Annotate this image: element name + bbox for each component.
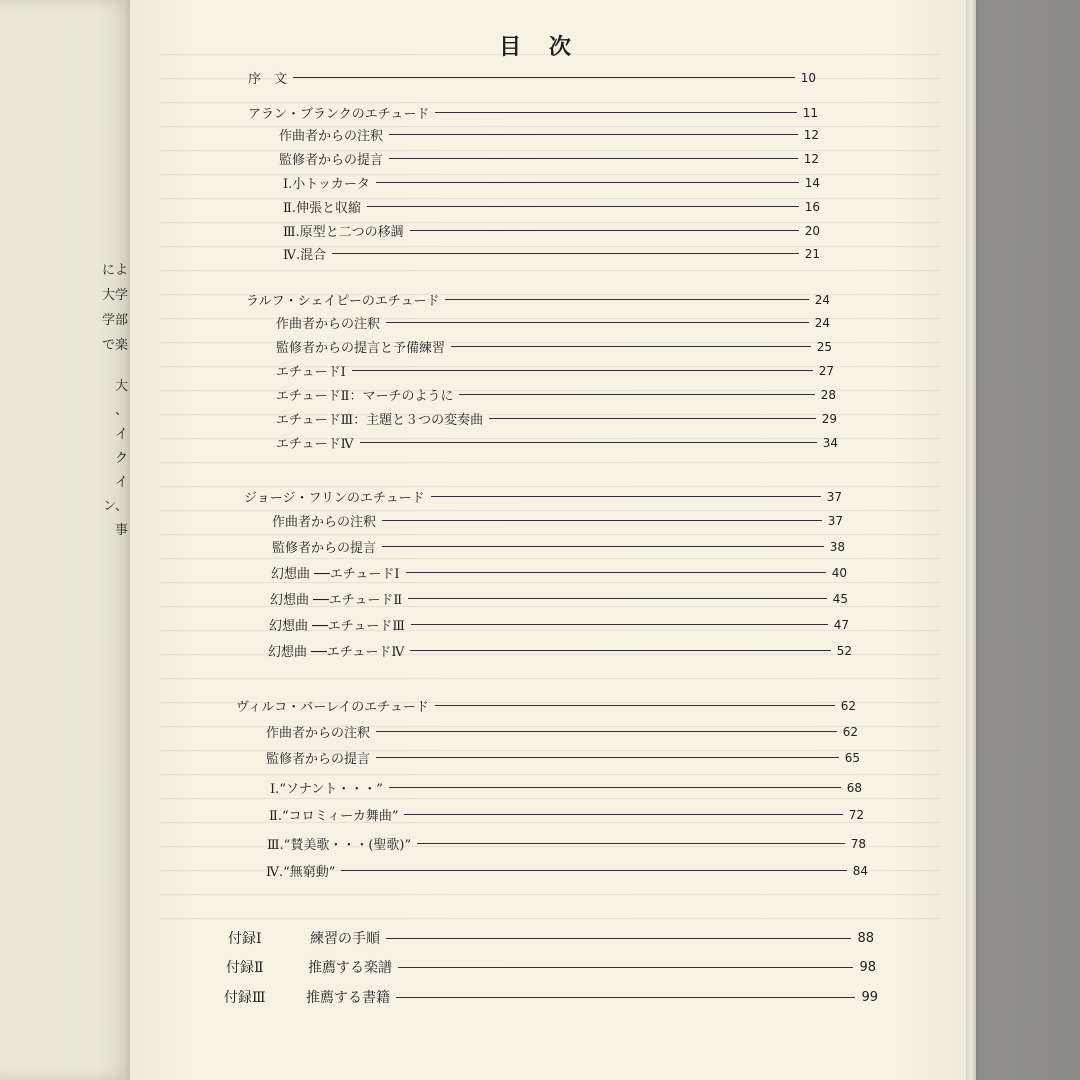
toc-entry: [268, 641, 852, 660]
toc-entry-page: 28: [820, 387, 836, 402]
leader-line: [389, 134, 798, 135]
toc-entry-page: 29: [821, 411, 837, 426]
toc-entry: [246, 290, 830, 309]
toc-entry-page: 27: [818, 363, 834, 378]
toc-entry-label: 幻想曲 ──エチュードⅡ: [270, 593, 403, 608]
toc-entry-page: 25: [816, 339, 832, 354]
toc-entry: [283, 173, 820, 192]
toc-entry-label: Ⅱ.“コロミィーカ舞曲”: [269, 809, 399, 824]
appendix-entry: [224, 987, 878, 1007]
leader-line: [376, 731, 837, 732]
toc-entry-page: 21: [804, 246, 820, 261]
toc-entry-page: 40: [831, 565, 847, 580]
leader-line: [417, 843, 845, 844]
leader-line: [406, 572, 826, 573]
toc-entry-label: Ⅲ.“賛美歌・・・(聖歌)”: [267, 838, 412, 853]
appendix-prefix: 付録Ⅲ: [224, 990, 266, 1006]
page-edge: [966, 0, 976, 1080]
leader-line: [451, 346, 811, 347]
appendix-page: 99: [861, 989, 878, 1005]
toc-entry: [269, 615, 849, 634]
toc-entry-page: 47: [833, 617, 849, 632]
leader-line: [386, 322, 809, 323]
leader-line: [352, 370, 813, 371]
toc-entry-label: 作曲者からの注釈: [272, 515, 377, 530]
toc-entry-page: 45: [832, 591, 848, 606]
toc-entry-label: 幻想曲 ──エチュードⅢ: [269, 619, 405, 634]
left-page-text: ク: [114, 451, 128, 466]
toc-entry-page: 62: [842, 724, 858, 739]
toc-entry-page: 38: [829, 539, 845, 554]
leader-line: [332, 253, 799, 254]
toc-entry-label: アラン・ブランクのエチュード: [248, 107, 430, 122]
toc-entry: [283, 221, 820, 240]
toc-entry-label: エチュードⅡ：マーチのように: [276, 389, 454, 404]
leader-line: [382, 520, 822, 521]
left-page-text: 大学: [101, 288, 128, 303]
toc-entry-page: 20: [804, 223, 820, 238]
appendix-label: 推薦する楽譜: [308, 960, 392, 976]
leader-line: [341, 870, 846, 871]
left-page-text: ン、: [103, 499, 128, 514]
toc-entry: [276, 433, 838, 452]
toc-entry: [266, 861, 868, 880]
toc-entry-label: 作曲者からの注釈: [276, 317, 381, 332]
toc-entry-page: 52: [836, 643, 852, 658]
leader-line: [435, 705, 835, 706]
toc-entry: [270, 589, 848, 608]
leader-line: [404, 814, 842, 815]
left-page-text: によ: [101, 263, 128, 278]
leader-line: [293, 77, 795, 78]
toc-entry: [267, 834, 866, 853]
toc-entry-label: 作曲者からの注釈: [266, 726, 371, 741]
toc-entry-label: エチュードⅠ: [276, 365, 346, 380]
toc-entry-page: 78: [850, 836, 866, 851]
leader-line: [410, 650, 830, 651]
toc-entry: [272, 511, 843, 530]
toc-entry-page: 37: [827, 513, 843, 528]
toc-entry: [244, 487, 842, 506]
toc-entry: [271, 563, 847, 582]
leader-line: [376, 757, 839, 758]
leader-line: [360, 442, 817, 443]
toc-entry: [248, 103, 818, 122]
left-page-text: で楽: [101, 338, 128, 353]
toc-entry-page: 24: [814, 292, 830, 307]
left-page-text: 、: [114, 403, 128, 418]
leader-line: [396, 997, 855, 998]
toc-entry: [270, 778, 862, 797]
toc-entry-label: ラルフ・シェイピーのエチュード: [246, 294, 440, 309]
toc-entry-label: 作曲者からの注釈: [279, 129, 384, 144]
toc-entry-label: 序 文: [248, 72, 288, 87]
toc-entry-label: エチュードⅢ：主題と３つの変奏曲: [276, 413, 484, 428]
toc-entry-label: ヴィルコ・バーレイのエチュード: [236, 700, 429, 715]
page-title: 目 次: [499, 34, 581, 60]
toc-entry-page: 10: [800, 70, 816, 85]
toc-entry-label: Ⅲ.原型と二つの移調: [283, 225, 404, 240]
toc-entry-page: 24: [814, 315, 830, 330]
leader-line: [389, 787, 841, 788]
toc-entry-page: 16: [804, 199, 820, 214]
toc-entry-page: 14: [804, 175, 820, 190]
leader-line: [411, 624, 828, 625]
leader-line: [431, 496, 821, 497]
toc-entry-page: 62: [840, 698, 856, 713]
toc-entry: [269, 805, 864, 824]
toc-entry-page: 12: [803, 151, 819, 166]
toc-entry-label: Ⅳ.混合: [283, 248, 327, 263]
toc-entry: [266, 748, 860, 767]
left-facing-page: [0, 0, 140, 1080]
appendix-prefix: 付録Ⅱ: [226, 960, 264, 976]
toc-entry-label: 監修者からの提言: [272, 541, 377, 556]
left-page-text: 事: [114, 523, 128, 538]
toc-entry-page: 72: [848, 807, 864, 822]
toc-entry-label: エチュードⅣ: [276, 437, 354, 452]
toc-entry-page: 34: [822, 435, 838, 450]
left-page-text: 大: [114, 379, 128, 394]
toc-entry: [272, 537, 845, 556]
leader-line: [489, 418, 816, 419]
toc-entry-page: 68: [846, 780, 862, 795]
appendix-prefix: 付録Ⅰ: [228, 931, 262, 947]
toc-entry-label: Ⅱ.伸張と収縮: [283, 201, 361, 216]
toc-entry-label: 監修者からの提言と予備練習: [276, 341, 446, 356]
appendix-label: 練習の手順: [310, 931, 380, 947]
leader-line: [398, 967, 853, 968]
toc-entry: [283, 244, 820, 263]
leader-line: [386, 938, 851, 939]
toc-entry-label: 幻想曲 ──エチュードⅠ: [271, 567, 400, 582]
toc-entry: [276, 313, 830, 332]
toc-entry: [248, 68, 816, 87]
toc-entry-label: 幻想曲 ──エチュードⅣ: [268, 645, 405, 660]
leader-line: [459, 394, 814, 395]
toc-entry: [266, 722, 858, 741]
toc-entry-page: 11: [802, 105, 818, 120]
left-page-text: イ: [114, 427, 128, 442]
leader-line: [435, 112, 796, 113]
toc-entry-label: Ⅰ.小トッカータ: [283, 177, 370, 192]
appendix-page: 98: [859, 959, 876, 975]
toc-entry-label: Ⅳ.“無窮動”: [266, 865, 336, 880]
leader-line: [410, 230, 799, 231]
toc-entry-page: 65: [844, 750, 860, 765]
toc-entry: [236, 696, 856, 715]
appendix-page: 88: [857, 930, 874, 946]
toc-entry-page: 12: [803, 127, 819, 142]
appendix-label: 推薦する書籍: [306, 990, 390, 1006]
toc-entry: [279, 125, 819, 144]
toc-entry: [276, 337, 832, 356]
leader-line: [382, 546, 824, 547]
toc-entry: [276, 409, 837, 428]
toc-entry: [279, 149, 819, 168]
toc-entry-page: 84: [852, 863, 868, 878]
appendix-entry: [226, 957, 876, 977]
left-page-text: イ: [114, 475, 128, 490]
leader-line: [376, 182, 799, 183]
leader-line: [408, 598, 826, 599]
toc-entry: [283, 197, 820, 216]
leader-line: [367, 206, 799, 207]
toc-entry-label: 監修者からの提言: [279, 153, 384, 168]
toc-entry-label: 監修者からの提言: [266, 752, 371, 767]
toc-entry: [276, 385, 836, 404]
toc-entry-label: ジョージ・フリンのエチュード: [244, 491, 425, 506]
toc-entry-page: 37: [826, 489, 842, 504]
toc-entry-label: Ⅰ.“ソナント・・・”: [270, 782, 383, 797]
left-page-text: 学部: [101, 313, 128, 328]
leader-line: [445, 299, 808, 300]
leader-line: [389, 158, 798, 159]
toc-entry: [276, 361, 834, 380]
appendix-entry: [228, 928, 874, 948]
